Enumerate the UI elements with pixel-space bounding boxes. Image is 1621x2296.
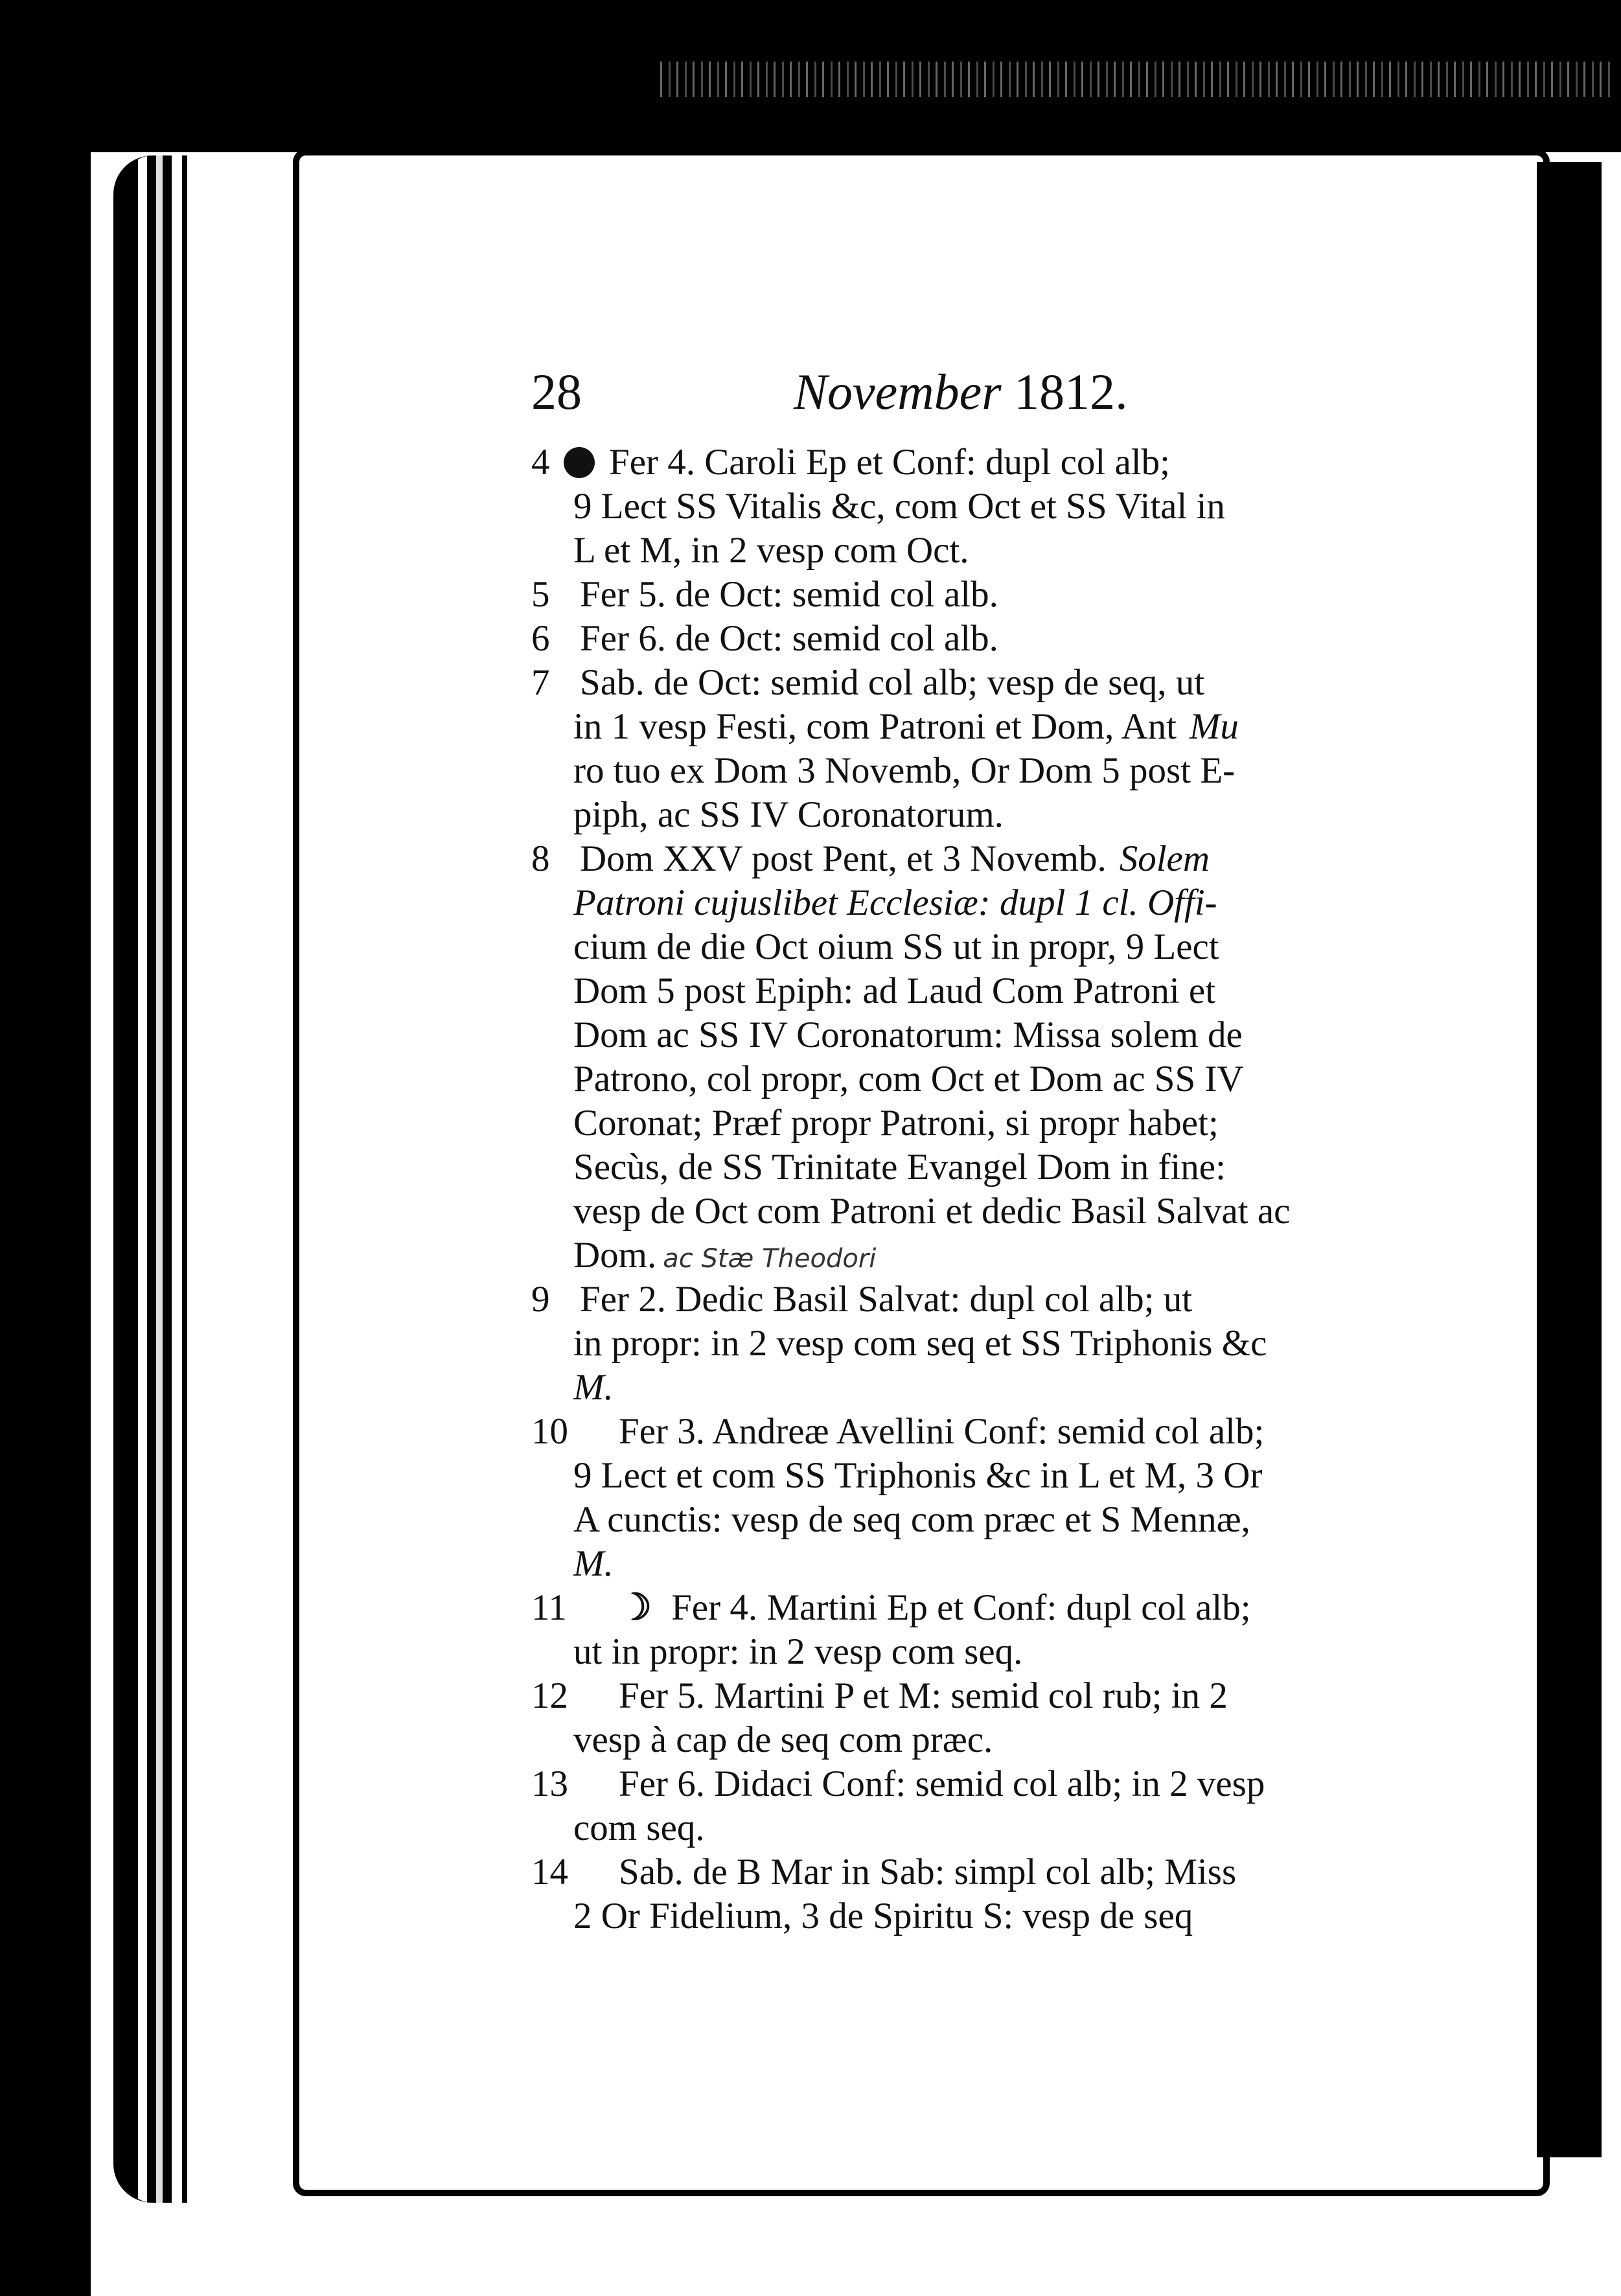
entry-7-line-1: Sab. de Oct: semid col alb; vesp de seq, ut: [580, 662, 1205, 703]
entry-8-line-4: Dom 5 post Epiph: ad Laud Com Patroni et: [573, 970, 1216, 1011]
page-title-year: 1812.: [1014, 363, 1128, 420]
entry-14-line-1: Sab. de B Mar in Sab: simpl col alb; Miss: [619, 1852, 1237, 1892]
entry-10-line-4: M.: [573, 1543, 614, 1584]
entry-8-line-9: vesp de Oct com Patroni et dedic Basil Salvat ac: [573, 1191, 1291, 1232]
entry-8-line-3: cium de die Oct oium SS ut in propr, 9 Lect: [573, 926, 1219, 967]
entry-line: [531, 837, 1419, 881]
entry-5-line-1: Fer 5. de Oct: semid col alb.: [580, 574, 998, 615]
entry-7-line-3-wrap: [531, 749, 1419, 793]
day-number-10: 10: [531, 1411, 568, 1452]
entry-10-line-3: A cunctis: vesp de seq com præc et S Mennæ,: [573, 1499, 1250, 1540]
entry-13-line-1: Fer 6. Didaci Conf: semid col alb; in 2 vesp: [619, 1763, 1265, 1804]
entry-10-line-1: Fer 3. Andreæ Avellini Conf: semid col alb;: [619, 1411, 1265, 1452]
entry-line: [531, 661, 1419, 705]
entry-line: [531, 1762, 1419, 1806]
entry-7-line-2: in 1 vesp Festi, com Patroni et Dom, Ant: [573, 706, 1177, 747]
entry-8-line-1: Dom XXV post Pent, et 3 Novemb.: [580, 838, 1107, 879]
entry-line: [531, 1586, 1419, 1630]
entry-12-line-2: vesp à cap de seq com præc.: [573, 1719, 993, 1760]
entry-7-line-2-wrap: [531, 705, 1419, 749]
entry-line: [531, 1410, 1419, 1454]
entry-7-line-2-italic: Mu: [1189, 706, 1239, 747]
entry-line: [531, 1850, 1419, 1894]
entry-8-line-8: Secùs, de SS Trinitate Evangel Dom in fine:: [573, 1147, 1226, 1188]
last-quarter-moon-icon: ☽: [619, 1587, 652, 1628]
entry-7-line-3: ro tuo ex Dom 3 Novemb, Or Dom 5 post E-: [573, 750, 1236, 791]
calendar-body: [531, 441, 1419, 1938]
day-number-12: 12: [531, 1675, 568, 1716]
day-number-6: 6: [531, 618, 550, 659]
day-number-13: 13: [531, 1763, 568, 1804]
page-title: [794, 363, 1128, 421]
entry-line: [531, 617, 1419, 661]
entry-8-line-2: Patroni cujuslibet Ecclesiæ: dupl 1 cl. Offi-: [573, 882, 1217, 923]
page-edges: [113, 155, 314, 2203]
scan-noise-strip: [654, 62, 1613, 97]
entry-9-line-2: in propr: in 2 vesp com seq et SS Triphonis &c: [573, 1323, 1267, 1364]
day-number-11: 11: [531, 1587, 567, 1628]
entry-9-line-3: M.: [573, 1367, 614, 1408]
handwritten-annotation: ac Stæ Theodori: [663, 1244, 877, 1274]
page-number: 28: [531, 363, 582, 420]
entry-14-line-2: 2 Or Fidelium, 3 de Spiritu S: vesp de seq: [573, 1896, 1193, 1936]
entry-12-line-1: Fer 5. Martini P et M: semid col rub; in 2: [619, 1675, 1228, 1716]
entry-6-line-1: Fer 6. de Oct: semid col alb.: [580, 618, 998, 659]
entry-10-line-2: 9 Lect et com SS Triphonis &c in L et M, 3 Or: [573, 1455, 1263, 1496]
entry-8-line-7: Coronat; Præf propr Patroni, si propr habet;: [573, 1103, 1219, 1143]
entry-13-line-2: com seq.: [573, 1808, 705, 1848]
entry-8-line-1-italic: Solem: [1119, 838, 1210, 879]
entry-4-line-2: 9 Lect SS Vitalis &c, com Oct et SS Vital in: [573, 486, 1225, 527]
entry-11-line-2: ut in propr: in 2 vesp com seq.: [573, 1631, 1023, 1672]
entry-7-line-4: piph, ac SS IV Coronatorum.: [573, 794, 1004, 835]
day-number-4: 4: [531, 442, 550, 483]
day-number-14: 14: [531, 1852, 568, 1892]
day-number-8: 8: [531, 838, 550, 879]
day-number-7: 7: [531, 662, 550, 703]
scan-background-left: [0, 0, 91, 2296]
entry-line: [531, 441, 1419, 485]
right-binding-shadow: [1537, 162, 1602, 2157]
day-number-9: 9: [531, 1279, 550, 1320]
entry-line: [531, 573, 1419, 617]
entry-11-line-1: Fer 4. Martini Ep et Conf: dupl col alb;: [671, 1587, 1251, 1628]
new-moon-icon: [564, 447, 595, 478]
entry-line: [531, 1674, 1419, 1718]
entry-8-line-10: Dom.: [573, 1235, 657, 1276]
entry-line: [531, 1278, 1419, 1322]
entry-9-line-1: Fer 2. Dedic Basil Salvat: dupl col alb; ut: [580, 1279, 1193, 1320]
entry-4-line-1: Fer 4. Caroli Ep et Conf: dupl col alb;: [609, 442, 1170, 483]
entry-4-first: [531, 441, 1419, 485]
entry-8-line-6: Patrono, col propr, com Oct et Dom ac SS IV: [573, 1059, 1244, 1099]
entry-4-line-3: L et M, in 2 vesp com Oct.: [573, 530, 969, 571]
entry-8-line-10-wrap: [531, 1234, 1419, 1278]
entry-8-line-5: Dom ac SS IV Coronatorum: Missa solem de: [573, 1015, 1243, 1055]
page-title-month: November: [794, 363, 1002, 420]
day-number-5: 5: [531, 574, 550, 615]
